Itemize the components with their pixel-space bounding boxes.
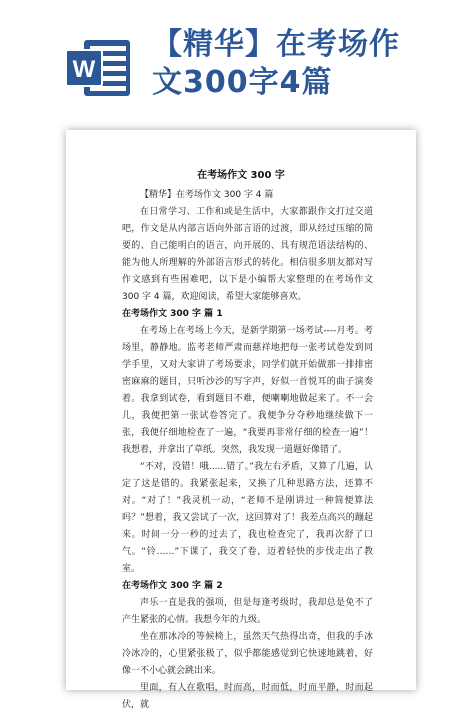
intro-paragraph: 在日常学习、工作和或是生活中，大家都跟作文打过交道吧，作文是从内部言语向外部言语的过渡，即从经过压缩的简要的、自己能明白的语言，向开展的、具有规范语法结构的、能为他人所理解的外部语言形式的转化。相信很多朋友都对写作文感到有些困难吧，以下是小编帮大家整理的在考场作文 300 字 4 篇，欢迎阅读，希望大家能够喜欢。 <box>122 207 373 302</box>
section-1-heading: 在考场作文 300 字 篇 1 <box>122 309 223 319</box>
document-banner <box>0 0 474 150</box>
word-icon-letter: W <box>72 56 96 83</box>
banner-title <box>152 26 452 102</box>
document-body <box>122 187 373 714</box>
section-2-paragraph-1: 声乐一直是我的强项，但是每逢考级时，我却总是免不了产生紧张的心情。我想今年的九级。 <box>122 598 373 625</box>
document-title: 在考场作文 300 字 <box>197 170 285 181</box>
banner-title-line-2: 文300字4篇 <box>152 65 333 100</box>
section-2-paragraph-2: 坐在那冰冷的等候椅上，虽然天气热得出奇，但我的手冰冷冰冷的，心里紧张极了，似乎都能感觉到它快速地跳着，好像一不小心就会跳出来。 <box>122 632 373 676</box>
word-icon <box>66 36 134 100</box>
banner-title-line-1: 【精华】在考场作 <box>152 27 400 62</box>
section-2-paragraph-3: 里面，有人在歌唱，时而高，时而低，时而平静，时而起伏，就 <box>122 683 373 710</box>
section-1-paragraph-1: 在考场上在考场上今天，是新学期第一场考试----月考。考场里，静静地。监考老师严肃而慈祥地把每一张考试卷发到同学手里，又对大家讲了考场要求，同学们就开始做那一排排密密麻麻的题目，只听沙沙的写字声，好似一首悦耳的曲子演奏着。我拿到试卷，看到题目不难，便喇喇地做起来了。不一会儿，我便把第一张试卷答完了。我便争分夺秒地继续做下一张，我便仔细地检查了一遍，“我要再非常仔细的检查一遍”！我想着，并拿出了草纸。突然，我发现一道题好像错了。 <box>122 326 373 455</box>
intro-heading: 【精华】在考场作文 300 字 4 篇 <box>140 190 274 200</box>
section-2-heading: 在考场作文 300 字 篇 2 <box>122 581 223 591</box>
document-page <box>66 130 416 710</box>
section-1-paragraph-2: “不对，没错！哦......错了。”我左右矛盾，又算了几遍，认定了这是错的。我紧张起来，又换了几种思路方法，还算不对。“对了！”我灵机一动，“老师不是刚讲过一种简便算法吗？”想着，我又尝试了一次，这回算对了！我差点高兴的蹦起来。时间一分一秒的过去了，我也检查完了，我再次舒了口气。“铃……”下课了，我交了卷，迈着轻快的步伐走出了教室。 <box>122 462 373 574</box>
